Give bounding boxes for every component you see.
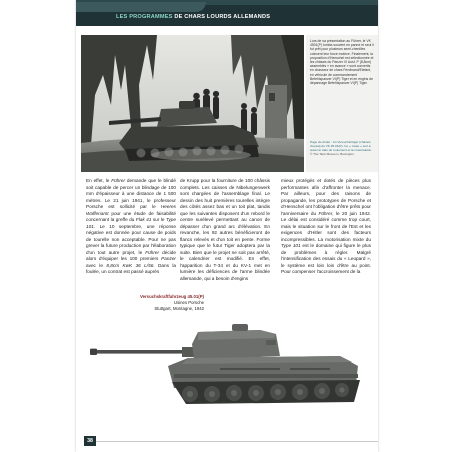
header-wave-decoration	[76, 2, 206, 12]
tank-cupola	[232, 324, 248, 331]
header-title-rest: DE CHARS LOURDS ALLEMANDS	[174, 14, 271, 20]
archive-photo-drawing	[81, 35, 304, 172]
page-number-box	[84, 436, 96, 446]
header-title	[116, 14, 270, 20]
archive-photo-tank	[81, 35, 304, 172]
photo-caption	[310, 141, 374, 157]
tank-track	[172, 380, 360, 404]
footer-rule	[96, 441, 378, 442]
article-column-2-text: de Krupp pour la fourniture de 100 châssis complets. Les caisses de Nibelungenwerk sont chargées de l'assemblage final. Le dessin des huit premières tourelles intègre des côtés assez bas et un toit plat, tandis que les suivantes disposent d'un rebord le centre surélevé permettant au canon de dépasser d'un grand arc d'élévation. En revanche, les 92 autres bénéficieront de flancs relevés et d'un toit en pente. Forme typique que le futur Tiger adoptera par la suite. Bien que le projet ne soit pas arrêté, le calendrier est modifié. En effet, l'apparition du T-34 et du KV-1 met en lumière les déficiences de l'arme blindée allemande, qui a besoin d'engins	[180, 178, 270, 281]
photo-caption-body: : Un Versuchsträger (châssis d'essai) du VK 45.01(P). Ce « mulet » sert à tester le train de roulement et la motorisation.	[310, 140, 373, 152]
page-number: 38	[87, 437, 93, 444]
profile-unit: Usines Porsche	[173, 300, 204, 305]
photo-caption-lead: Page de droite	[310, 140, 331, 144]
tank-gun-mantlet	[182, 347, 194, 357]
article-column-3	[281, 178, 371, 330]
article-column-1	[86, 178, 176, 278]
photo-credit: © The Tank Museum, Bovington	[310, 151, 354, 156]
article-column-3-text: mieux protégés et dotés de pièces plus performantes afin d'affronter la menace. Par ailleurs, pour des raisons de propagande, les prototypes de Porsche et d'Henschel ont l'obligation d'être prêts pour l'anniversaire du Führer, le 20 juin 1942. Le délai est considéré comme trop court, mais le situation sur le front de l'Est et les exigences d'Hitler sont des facteurs incompressibles. La motorisation mixte du Type 101 est le domaine qui figure le plus de problèmes à régler. Malgré l'intensification des essais du « Leopard », le système est loin loin d'être au point. Pour compenser l'accroissement de la	[281, 178, 372, 274]
tank-gun-barrel	[90, 350, 188, 354]
profile-vehicle-name: Versuchskraftfahrzeug 45.01(P)	[139, 294, 204, 299]
header-title-highlight: LES PROGRAMMES	[116, 14, 173, 20]
article-column-1-text: En effet, le Führer demande que le blindé soit capable de percer un blindage de 100 mm d'épaisseur à une distance de 1 500 mètres. Le 21 juin 1941, le professeur Porsche est sollicité par le Heeres Waffenamt pour une étude de faisabilité concernant la greffe du Flak 41 sur le Type 101. Le 10 septembre, une réponse négative est donnée pour cause de poids de tourelle non acceptable. Pour ne pas grever la future production par l'élaboration d'un tout autre projet, le Führer décide alors d'équiper les 100 premiers Panzer avec le 8,8cm KwK 36 L/56. Dans la foulée, un contrat est passé auprès	[86, 178, 177, 274]
side-info-box	[306, 35, 378, 172]
side-info-text: Lors de sa présentation au Führer, le VK 4501(P) tomba souvent en panne et seul il fut prêt pour plusieurs semi-chenilles coincent leur force motrice. Finalement, la proposition d'Henschel est sélectionnée et les châssis du Panzer VI Ausf. P (8,8cm) assemblés « en avance » sont convertis en chasseur de chars Ferdinand/Elefant, en véhicule de commandement Befehlspanzer VI(P) Tiger et en engins de dépannage Befehlspanzer VI(P) Tiger.	[310, 39, 374, 86]
tank-muzzle-brake	[90, 349, 97, 355]
profile-caption	[86, 294, 204, 312]
page-header	[76, 0, 378, 26]
profile-place-date: Stuttgart, Montagne, 1942	[154, 306, 204, 311]
tank-profile-illustration	[90, 322, 366, 426]
magazine-page	[76, 0, 378, 452]
